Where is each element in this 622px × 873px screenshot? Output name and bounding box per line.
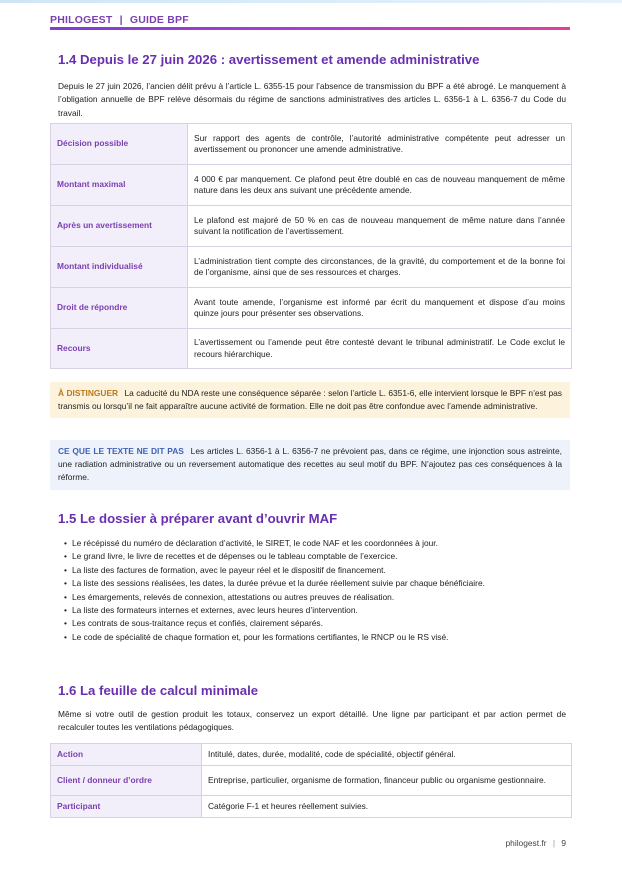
row-value: Catégorie F-1 et heures réellement suivies.: [202, 796, 572, 818]
list-item: • Les émargements, relevés de connexion, attestations ou autres preuves de réalisation.: [58, 591, 568, 604]
footer-site: philogest.fr: [505, 838, 547, 848]
top-accent-line: [0, 0, 622, 3]
callout-label: À DISTINGUER: [58, 388, 119, 398]
header-gradient-bar: [50, 27, 570, 30]
row-key: Action: [51, 744, 202, 766]
sanctions-table: [50, 123, 572, 369]
row-value: Intitulé, dates, durée, modalité, code de spécialité, objectif général.: [202, 744, 572, 766]
list-item: • La liste des factures de formation, avec le payeur réel et le dispositif de financement.: [58, 564, 568, 577]
table-row: [51, 247, 572, 288]
footer-separator: |: [552, 838, 555, 848]
distinguish-callout: [50, 382, 570, 418]
row-key: Client / donneur d’ordre: [51, 766, 202, 796]
header-separator: |: [119, 14, 123, 26]
table-row: [51, 288, 572, 329]
list-item: • Le grand livre, le livre de recettes et de dépenses ou le tableau comptable de l’exercice.: [58, 550, 568, 563]
row-key: Montant maximal: [51, 165, 188, 206]
row-key: Décision possible: [51, 124, 188, 165]
documents-list: [58, 537, 568, 644]
page-footer: [506, 838, 566, 848]
section-1-4-title: 1.4 Depuis le 27 juin 2026 : avertissement et amende administrative: [58, 52, 480, 67]
list-item: • Le récépissé du numéro de déclaration d’activité, le SIRET, le code NAF et les coordonnées à jour.: [58, 537, 568, 550]
not-stated-callout: [50, 440, 570, 490]
callout-label: CE QUE LE TEXTE NE DIT PAS: [58, 446, 184, 456]
table-row: [51, 124, 572, 165]
table-row: [51, 766, 572, 796]
spreadsheet-table: [50, 743, 572, 818]
row-key: Montant individualisé: [51, 247, 188, 288]
row-value: L’avertissement ou l’amende peut être contesté devant le tribunal administratif. Le Code exclut le recours hiérarchique.: [188, 329, 572, 369]
page-number: 9: [561, 838, 566, 848]
table-row: [51, 796, 572, 818]
callout-text: Les articles L. 6356-1 à L. 6356-7 ne prévoient pas, dans ce régime, une injonction sous astreinte, une radiation administrative ou un reversement automatique des recettes au seul motif du BPF. N’ajoutez pas ces conséquences à la réforme.: [58, 446, 562, 483]
table-row: [51, 744, 572, 766]
row-value: Avant toute amende, l’organisme est informé par écrit du manquement et dispose d’au moins quinze jours pour présenter ses observations.: [188, 288, 572, 329]
callout-text: La caducité du NDA reste une conséquence séparée : selon l’article L. 6351-6, elle intervient lorsque le BPF n’est pas transmis ou lorsqu’il ne fait apparaître aucune activité de formation. Elle ne doit pas être confondue avec l’amende administrative.: [58, 388, 562, 412]
row-key: Recours: [51, 329, 188, 369]
table-row: [51, 206, 572, 247]
row-key: Droit de répondre: [51, 288, 188, 329]
row-value: Sur rapport des agents de contrôle, l’autorité administrative compétente peut adresser un avertissement ou prononcer une amende administrative.: [188, 124, 572, 165]
row-value: Le plafond est majoré de 50 % en cas de nouveau manquement de même nature dans l’année suivant la notification de l’avertissement.: [188, 206, 572, 247]
row-value: L’administration tient compte des circonstances, de la gravité, du comportement et de la bonne foi de l’organisme, ainsi que de ses ressources et charges.: [188, 247, 572, 288]
list-item: • Les contrats de sous-traitance reçus et confiés, clairement séparés.: [58, 617, 568, 630]
row-value: 4 000 € par manquement. Ce plafond peut être doublé en cas de nouveau manquement de même nature dans les deux ans suivant une précédente amende.: [188, 165, 572, 206]
row-key: Après un avertissement: [51, 206, 188, 247]
table-row: [51, 165, 572, 206]
list-item: • La liste des sessions réalisées, les dates, la durée prévue et la durée réellement suivie par chaque bénéficiaire.: [58, 577, 568, 590]
header-brand: PHILOGEST: [50, 14, 113, 26]
header-section: GUIDE BPF: [129, 14, 189, 26]
section-1-4-intro: Depuis le 27 juin 2026, l’ancien délit prévu à l’article L. 6355-15 pour l’absence de transmission du BPF a été abrogé. Le manquement à l’obligation annuelle de BPF relève désormais du régime de sanctions administratives des articles L. 6356-1 à L. 6356-7 du Code du travail.: [58, 81, 566, 118]
list-item: • Le code de spécialité de chaque formation et, pour les formations certifiantes, le RNCP ou le RS visé.: [58, 631, 568, 644]
list-item: • La liste des formateurs internes et externes, avec leurs heures d’intervention.: [58, 604, 568, 617]
running-header: [50, 14, 189, 26]
table-row: [51, 329, 572, 369]
section-1-5-title: 1.5 Le dossier à préparer avant d’ouvrir MAF: [58, 511, 338, 526]
row-key: Participant: [51, 796, 202, 818]
section-1-6-title: 1.6 La feuille de calcul minimale: [58, 683, 259, 698]
section-1-6-intro: Même si votre outil de gestion produit les totaux, conservez un export détaillé. Une ligne par participant et par action permet de recalculer toutes les ventilations pédagogiques.: [58, 709, 566, 733]
row-value: Entreprise, particulier, organisme de formation, financeur public ou organisme gestionnaire.: [202, 766, 572, 796]
